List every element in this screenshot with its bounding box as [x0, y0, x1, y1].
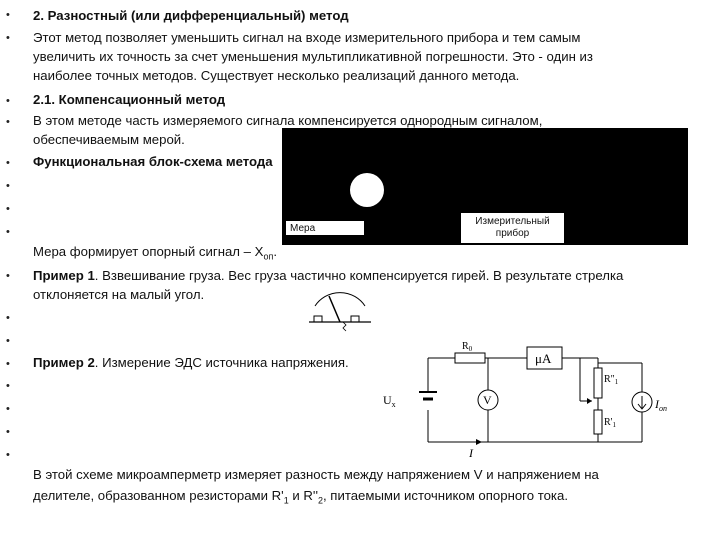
subsection-heading: 2.1. Компенсационный метод: [33, 92, 226, 107]
intro-text-line: увеличить их точность за счет уменьшения мультипликативной погрешности. Это - один из: [33, 49, 593, 64]
bullet: •: [6, 426, 10, 438]
bullet: •: [6, 403, 10, 415]
example1-label: Пример 1: [33, 268, 95, 283]
final-text-line: В этой схеме микроамперметр измеряет разность между напряжением V и напряжением на: [33, 467, 599, 482]
mera-description: [33, 242, 277, 267]
r0-label: $R_0$: [462, 341, 473, 353]
section-heading: 2. Разностный (или дифференциальный) метод: [33, 8, 349, 23]
mera-text-suffix: .: [273, 244, 278, 259]
bullet: •: [6, 312, 10, 324]
bullet: •: [6, 157, 10, 169]
bullet: •: [6, 116, 10, 128]
device-label-line1: Измерительный: [475, 216, 550, 227]
bullet: •: [6, 449, 10, 461]
block-diagram: [282, 128, 688, 245]
bullet: •: [6, 9, 10, 21]
final-text-sub: 1: [283, 495, 289, 506]
microammeter-label: μA: [535, 351, 552, 366]
current-label: I: [469, 446, 473, 460]
method-text-line: В этом методе часть измеряемого сигнала компенсируется однородным сигналом,: [33, 113, 543, 128]
measuring-device-block: [460, 212, 565, 244]
r1-label: $R'_1$: [604, 417, 616, 429]
bullet: •: [6, 226, 10, 238]
example2-text: . Измерение ЭДС источника напряжения.: [94, 355, 349, 370]
r2-label: $R"_1$: [604, 374, 619, 386]
bullet: •: [6, 95, 10, 107]
mera-block: Мера: [285, 220, 365, 236]
signal-source-circle: [350, 173, 384, 207]
bullet: •: [6, 380, 10, 392]
mera-text-sub: оп: [263, 251, 274, 262]
bullet: •: [6, 358, 10, 370]
bullet: •: [6, 32, 10, 44]
circuit-diagram: [380, 330, 690, 460]
block-diagram-title: Функциональная блок-схема метода: [33, 154, 273, 169]
method-text-line: обеспечиваемым мерой.: [33, 132, 185, 147]
ux-label: $U_x$: [383, 393, 396, 409]
voltmeter-label: V: [483, 393, 492, 407]
balance-scale-drawing: [305, 284, 375, 334]
final-text-part: и R'': [288, 488, 318, 503]
iop-label: $I_{оп}$: [655, 397, 667, 413]
example1-text: . Взвешивание груза. Вес груза частично компенсируется гирей. В результате стрелка: [94, 268, 624, 283]
intro-text-line: Этот метод позволяет уменьшить сигнал на входе измерительного прибора и тем самым: [33, 30, 581, 45]
example2-line: [33, 353, 349, 374]
bullet: •: [6, 203, 10, 215]
example2-label: Пример 2: [33, 355, 95, 370]
final-text-sub: 2: [317, 495, 323, 506]
bullet: •: [6, 270, 10, 282]
bullet: •: [6, 335, 10, 347]
device-label-line2: прибор: [495, 228, 530, 239]
example1-line2: отклоняется на малый угол.: [33, 287, 205, 302]
final-text-part: , питаемыми источником опорного тока.: [322, 488, 568, 503]
intro-text-line: наиболее точных методов. Существует несколько реализаций данного метода.: [33, 68, 520, 83]
final-text-line2: [33, 486, 568, 511]
bullet: •: [6, 180, 10, 192]
final-text-part: делителе, образованном резисторами R': [33, 488, 284, 503]
mera-text-prefix: Мера формирует опорный сигнал – X: [33, 244, 264, 259]
